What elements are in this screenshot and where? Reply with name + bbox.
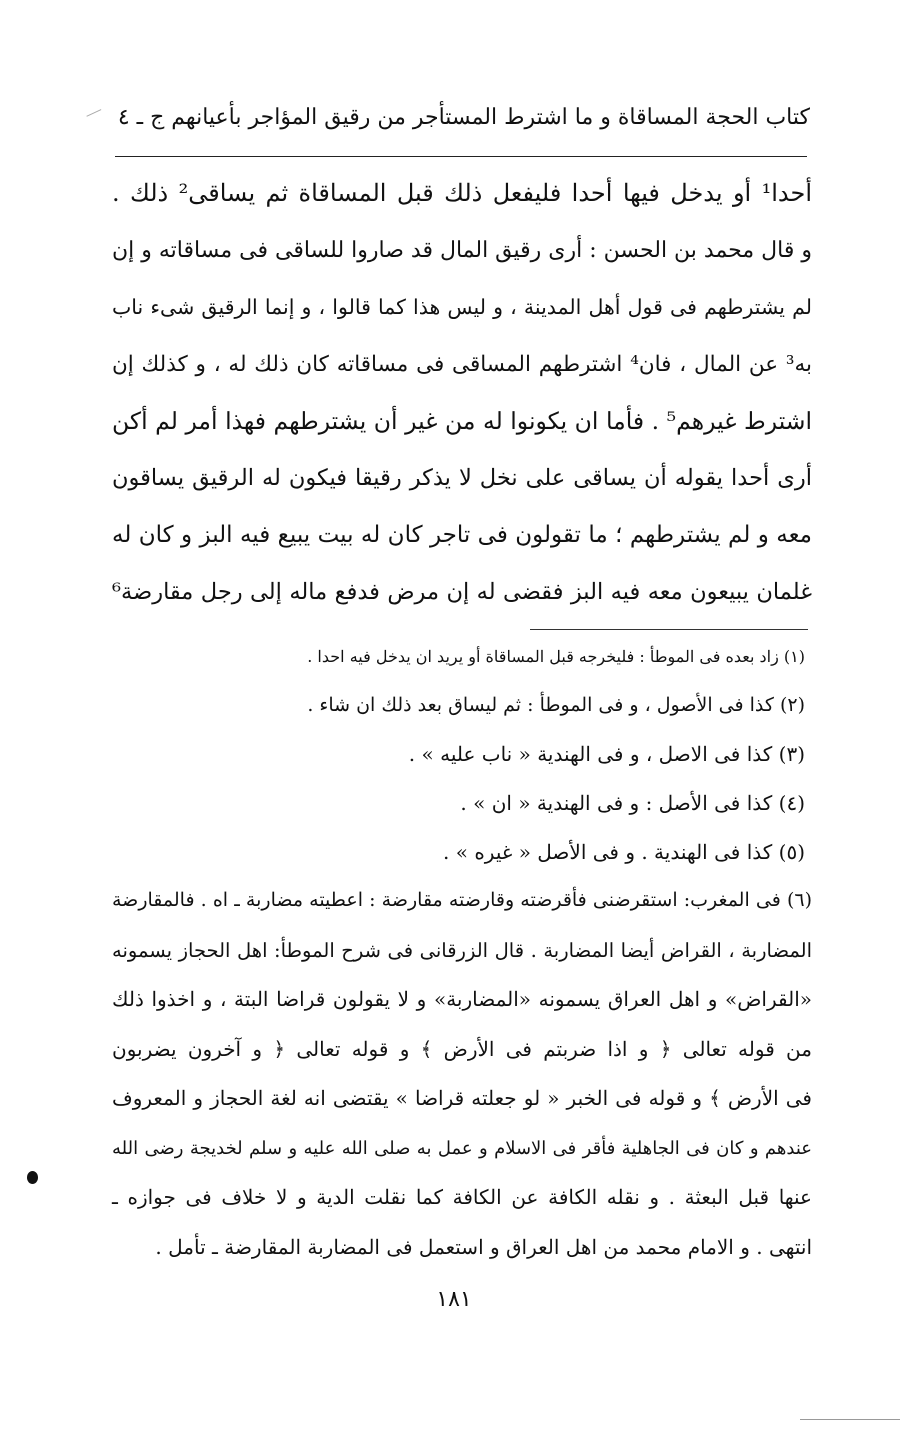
header-rule [115, 156, 807, 157]
footnote-5: (٥) كذا فى الهندية . و فى الأصل « غيره » . [443, 840, 805, 864]
text-line: لم يشترطهم فى قول أهل المدينة ، و ليس هذا كما قالوا ، و إنما الرقيق شىء ناب [112, 295, 812, 319]
footnotes [300, 632, 805, 877]
page-number: ١٨١ [436, 1287, 472, 1312]
text-line: معه و لم يشترطهم ؛ ما تقولون فى تاجر كان له بيت يبيع فيه البز و كان له [112, 522, 812, 548]
text-line: اشترط غيرهم⁵ . فأما ان يكونوا له من غير أن يشترطهم فهذا أمر لم أكن [112, 407, 813, 435]
footnote-1: (١) زاد بعده فى الموطأ : فليخرجه قبل المساقاة أو يريد ان يدخل فيه احدا . [307, 647, 805, 666]
footnote-6-line: (٦) فى المغرب: استقرضنى فأقرضته وقارضته مقارضة : اعطيته مضاربة ـ اه . فالمقارضة [112, 889, 812, 911]
footnote-6-line: انتهى . و الامام محمد من اهل العراق و استعمل فى المضاربة المقارضة ـ تأمل . [155, 1234, 812, 1259]
footnote-6-line: فى الأرض ﴾ و قوله فى الخبر « لو جعلته قراضا » يقتضى انه لغة الحجاز و المعروف [112, 1086, 812, 1110]
text-line: و قال محمد بن الحسن : أرى رقيق المال قد صاروا للساقى فى مساقاته و إن [112, 238, 812, 263]
text-line: غلمان يبيعون معه فيه البز فقضى له إن مرض فدفع ماله إلى رجل مقارضة⁶ [112, 579, 812, 605]
footnote-rule [530, 629, 808, 630]
footnote-6-line: المضاربة ، القراض أيضا المضاربة . قال الزرقانى فى شرح الموطأ: اهل الحجاز يسمونه [112, 938, 812, 962]
footnote-2: (٢) كذا فى الأصول ، و فى الموطأ : ثم ليساق بعد ذلك ان شاء . [307, 694, 805, 716]
bottom-edge-line [800, 1419, 900, 1420]
margin-mark [86, 109, 105, 126]
text-line: به³ عن المال ، فان⁴ اشترطهم المساقى فى مساقاته كان ذلك له ، و كذلك إن [112, 352, 813, 377]
footnote-6 [112, 876, 812, 1272]
footnote-4: (٤) كذا فى الأصل : و فى الهندية « ان » . [460, 791, 805, 815]
footnote-6-line: عنها قبل البعثة . و نقله الكافة عن الكافة كما نقلت الدية و لا خلاف فى جوازه ـ [112, 1185, 812, 1209]
ink-spot [27, 1171, 38, 1184]
footnote-3: (٣) كذا فى الاصل ، و فى الهندية « ناب عليه » . [408, 742, 805, 766]
footnote-6-line: من قوله تعالى ﴿ و اذا ضربتم فى الأرض ﴾ و قوله تعالى ﴿ و آخرون يضربون [112, 1036, 812, 1061]
footnote-6-line: عندهم و كان فى الجاهلية فأقر فى الاسلام و عمل به صلى الله عليه و سلم لخديجة رضى الله [112, 1137, 812, 1159]
text-line: أرى أحدا يقوله أن يساقى على نخل لا يذكر رقيقا فيكون له الرقيق يساقون [112, 465, 812, 491]
main-text [112, 165, 812, 621]
running-head: كتاب الحجة المساقاة و ما اشترط المستأجر من رقيق المؤاجر بأعيانهم ج ـ ٤ [117, 105, 810, 130]
text-line: أحدا¹ أو يدخل فيها أحدا فليفعل ذلك قبل المساقاة ثم يساقى² ذلك . [112, 179, 812, 207]
footnote-6-line: «القراض» و اهل العراق يسمونه «المضاربة» و لا يقولون قراضا البتة ، و اخذوا ذلك [112, 987, 812, 1011]
